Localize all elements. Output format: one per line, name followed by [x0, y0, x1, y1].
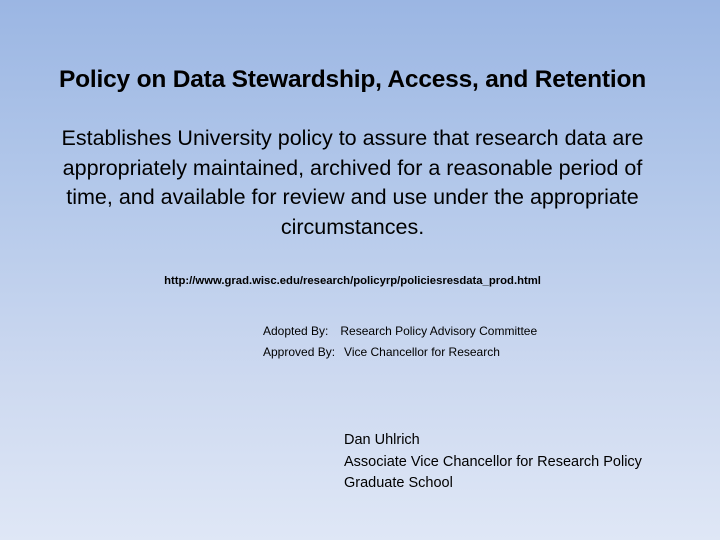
policy-url-link[interactable]: http://www.grad.wisc.edu/research/policyrp/policiesresdata_prod.html [164, 275, 541, 287]
slide-title: Policy on Data Stewardship, Access, and Retention [59, 66, 646, 93]
signature-name: Dan Uhlrich [344, 432, 420, 448]
approved-by-row [263, 342, 537, 363]
adopted-by-value: Research Policy Advisory Committee [340, 324, 538, 338]
signature-block [344, 430, 642, 495]
adopted-by-label: Adopted By: [263, 324, 329, 338]
policy-adoption-info [263, 321, 537, 363]
signature-org: Graduate School [344, 475, 453, 491]
signature-title: Associate Vice Chancellor for Research Policy [344, 453, 642, 470]
approved-by-label: Approved By: [263, 345, 336, 359]
approved-by-value: Vice Chancellor for Research [344, 345, 500, 359]
policy-description: Establishes University policy to assure that research data are appropriately maintained, archived for a reasonable period of time, and available for review and use under the appropriate circumstances. [61, 126, 644, 239]
adopted-by-row [263, 321, 537, 342]
